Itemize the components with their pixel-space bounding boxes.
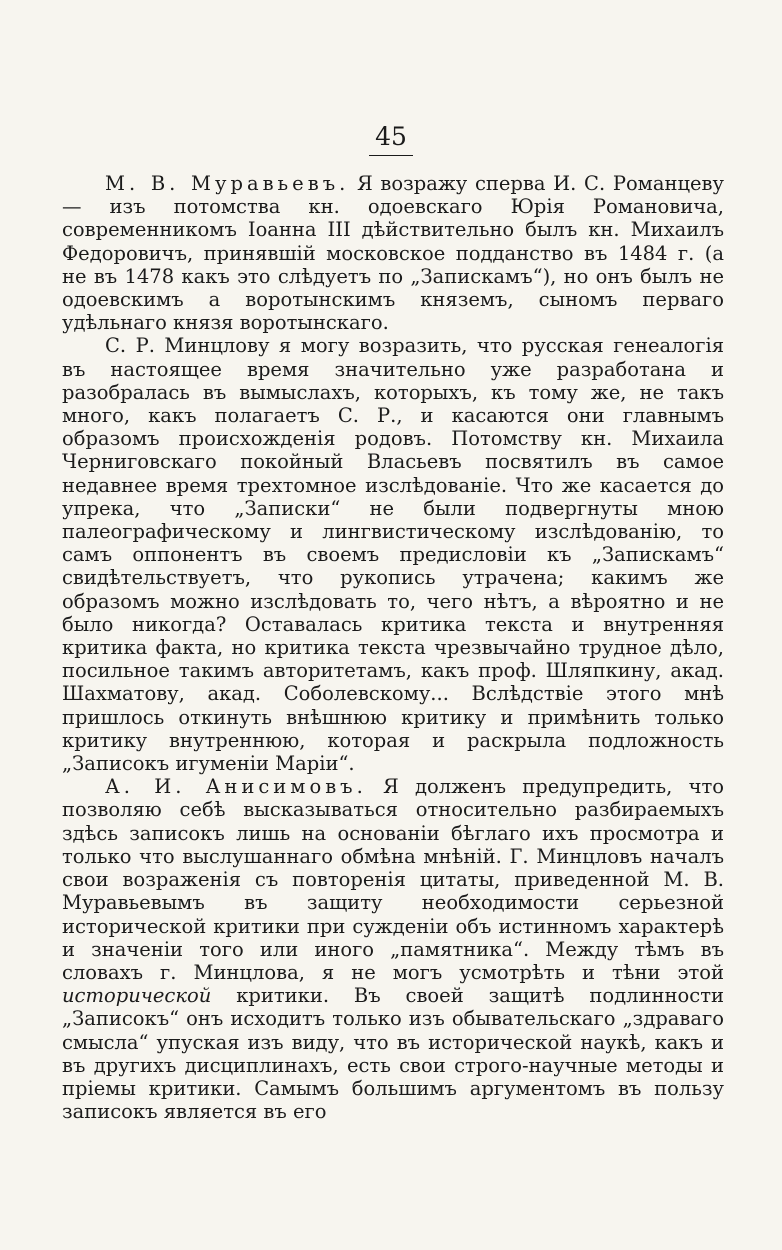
italic-term: исторической xyxy=(62,984,212,1008)
speaker-name: М. В. Муравьевъ. xyxy=(105,172,350,195)
body-text xyxy=(62,172,724,1123)
page-number: 45 xyxy=(0,122,782,152)
paragraph-muravyev xyxy=(62,172,724,334)
paragraph-text: Я возражу сперва И. С. Романцеву — изъ потомства кн. одоевскаго Юрія Романовича, современникомъ Іоанна III дѣйствительно былъ кн. Михаилъ Федоровичъ, принявшій московское подданство въ 1484 г. (а не въ 1478 какъ это слѣдуетъ по „Запискамъ“), но онъ былъ не одоевскимъ а воротынскимъ княземъ, сыномъ перваго удѣльнаго князя воротынскаго. xyxy=(62,172,725,335)
paragraph-text: Я долженъ предупредить, что позволяю себѣ высказываться относительно разбираемыхъ здѣсь записокъ лишь на основаніи бѣглаго ихъ просмотра и только что выслушаннаго обмѣна мнѣній. Г. Минцловъ началъ свои возраженія съ повторенія цитаты, приведенной М. В. Муравьевымъ въ защиту необходимости серьезной исторической критики при сужденіи объ истинномъ характерѣ и значеніи того или иного „памятника“. Между тѣмъ въ словахъ г. Минцлова, я не могъ усмотрѣть и тѣни этой xyxy=(62,775,725,984)
paragraph-anisimov xyxy=(62,775,724,1123)
paragraph-text-continued: критики. Въ своей защитѣ подлинности „Записокъ“ онъ исходитъ только изъ обывательскаго „здраваго смысла“ упуская изъ виду, что въ исторической наукѣ, какъ и въ другихъ дисциплинахъ, есть свои строго-научные методы и пріемы критики. Самымъ большимъ аргументомъ въ пользу записокъ является въ его xyxy=(62,984,724,1124)
speaker-name: А. И. Анисимовъ. xyxy=(105,775,367,799)
paragraph-mintslov-reply xyxy=(62,334,724,775)
paragraph-text: С. Р. Минцлову я могу возразить, что русская генеалогія въ настоящее время значительно уже разработана и разобралась въ вымыслахъ, которыхъ, къ тому же, не такъ много, какъ полагаетъ С. Р., и касаются они главнымъ образомъ происхожденія родовъ. Потомству кн. Михаила Черниговскаго покойный Власьевъ посвятилъ въ самое недавнее время трехтомное изслѣдованіе. Что же касается до упрека, что „Записки“ не были подвергнуты мною палеографическому и лингвистическому изслѣдованію, то самъ оппонентъ въ своемъ предисловіи къ „Запискамъ“ свидѣтельствуетъ, что рукопись утрачена; какимъ же образомъ можно изслѣдовать то, чего нѣтъ, а вѣроятно и не было никогда? Оставалась критика текста и внутренняя критика факта, но критика текста чрезвычайно трудное дѣло, посильное такимъ авторитетамъ, какъ проф. Шляпкину, акад. Шахматову, акад. Соболевскому... Вслѣдствіе этого мнѣ пришлось откинуть внѣшнюю критику и примѣнить только критику внутреннюю, которая и раскрыла подложность „Записокъ игуменіи Маріи“. xyxy=(62,334,724,776)
